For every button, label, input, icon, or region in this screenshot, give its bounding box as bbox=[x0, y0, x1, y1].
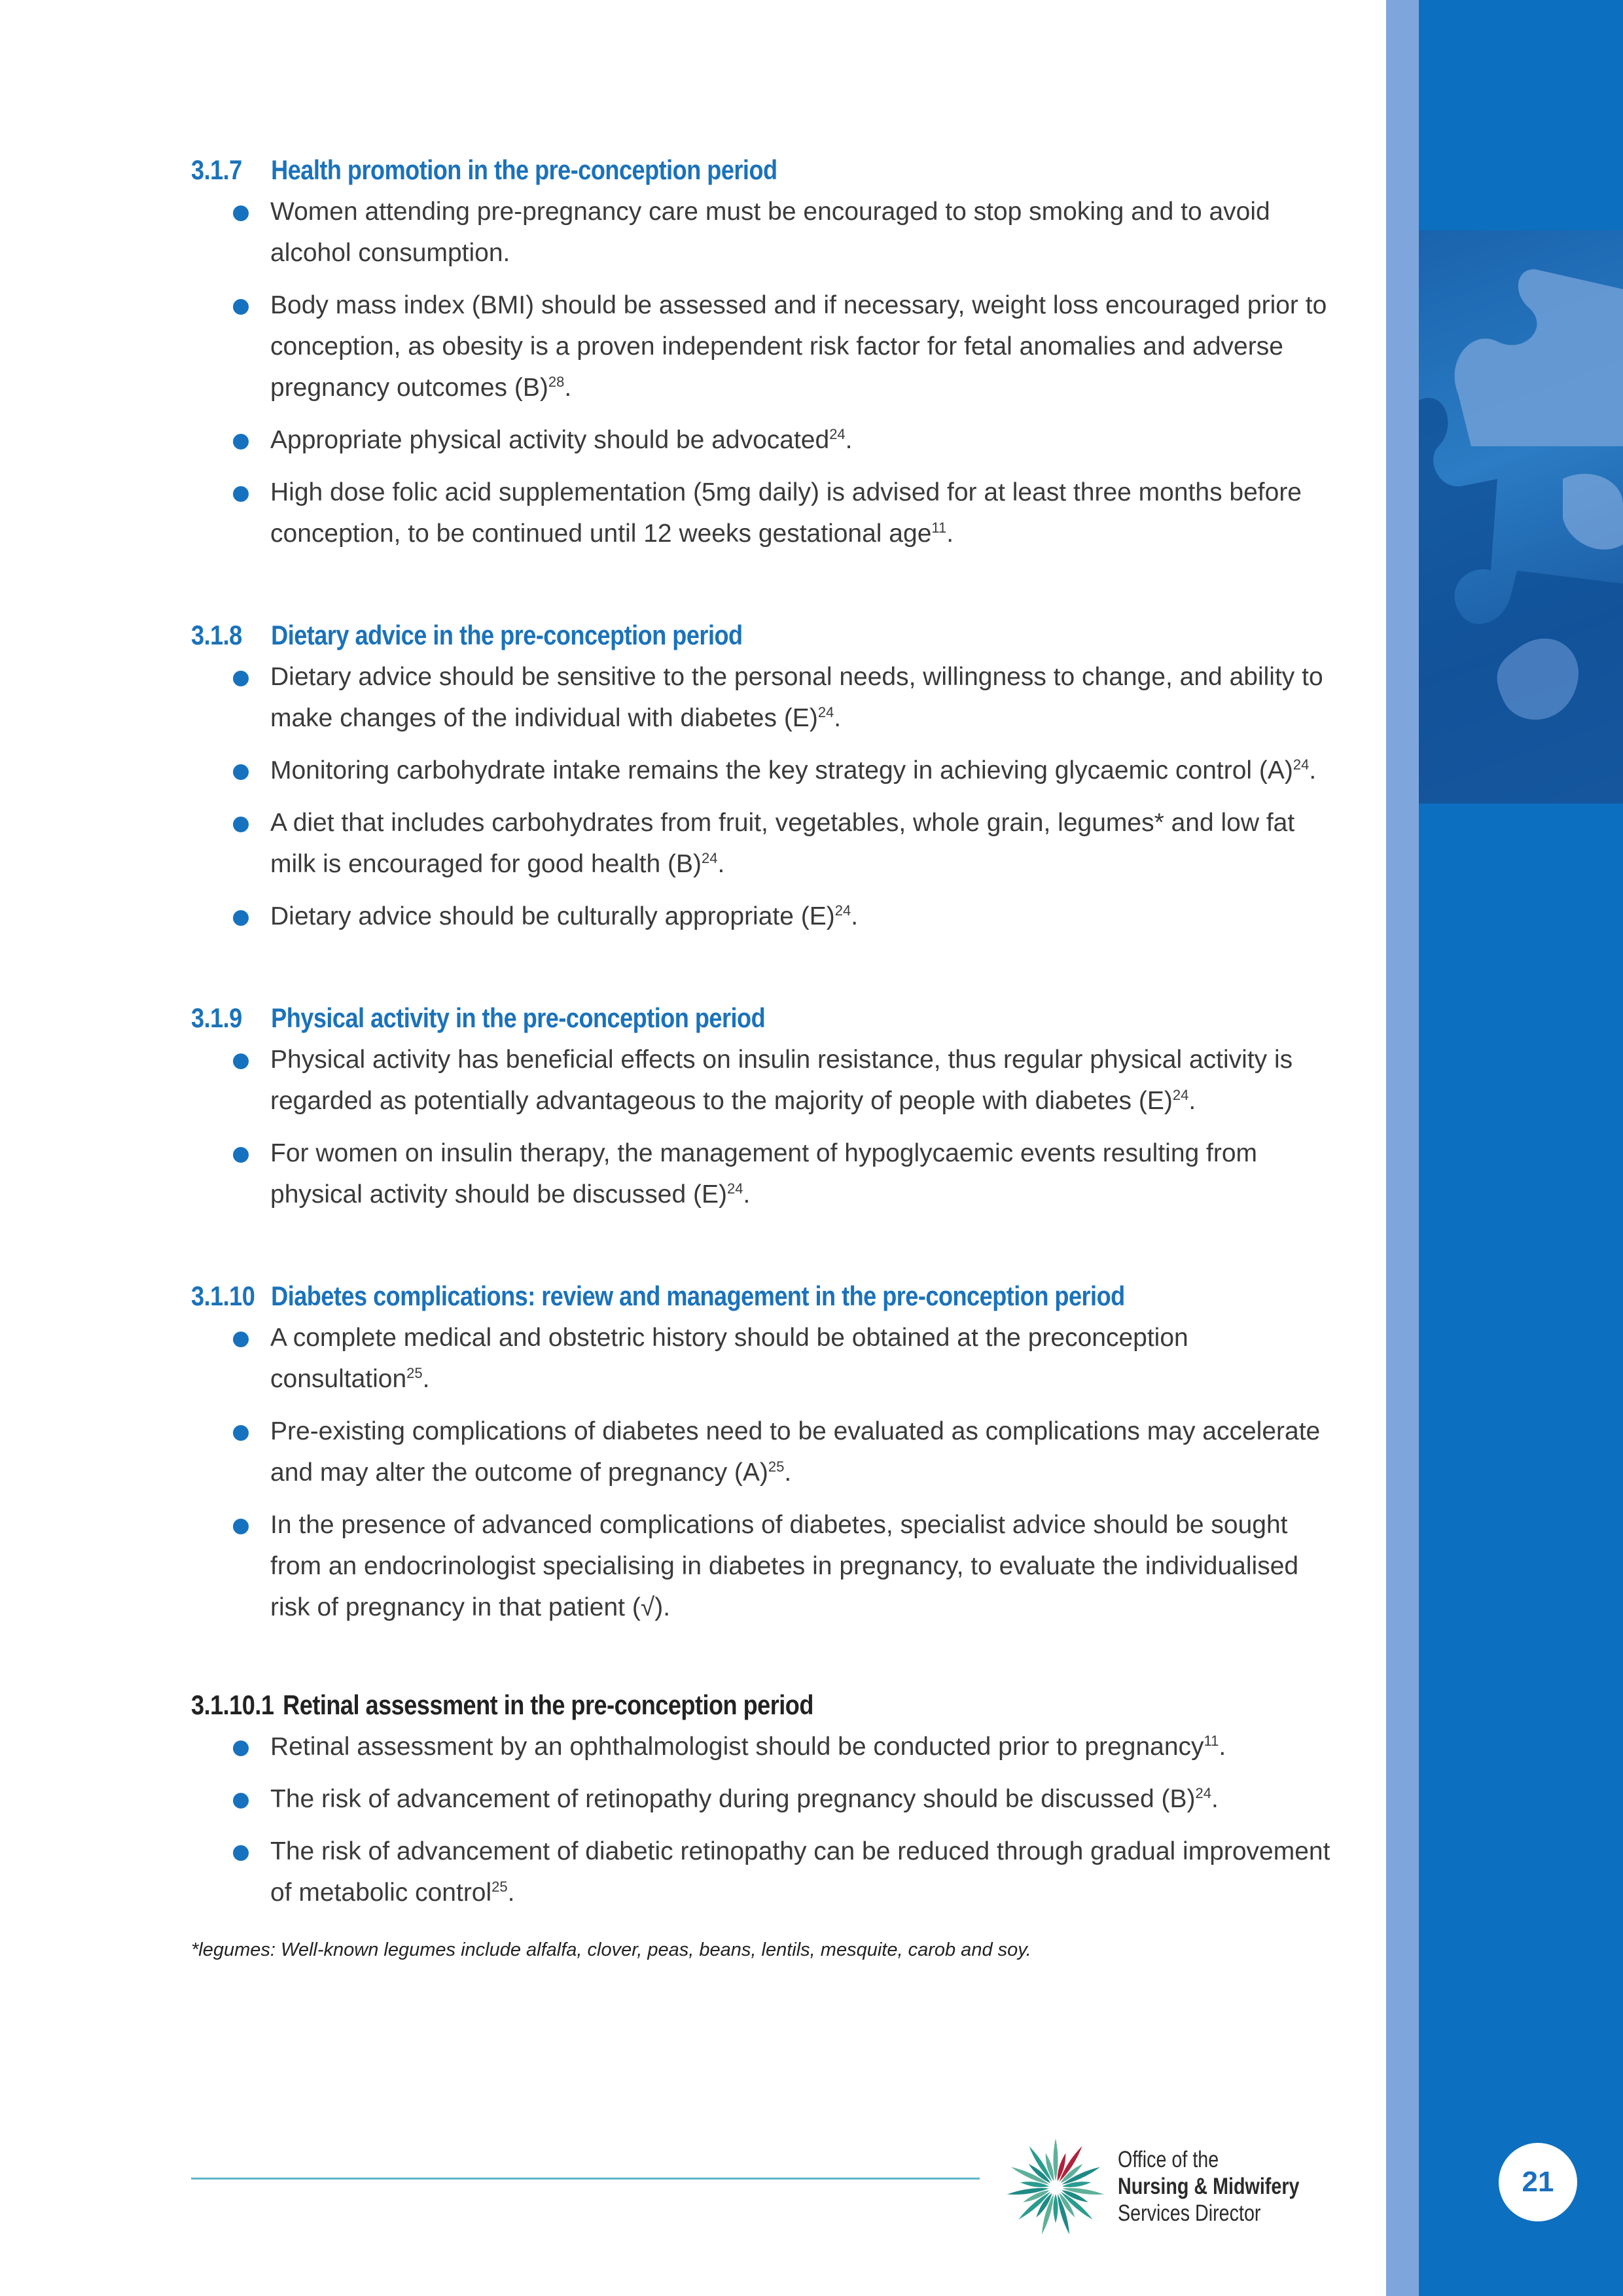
organisation-logo-text bbox=[1118, 2146, 1299, 2227]
bullet-icon bbox=[233, 205, 249, 221]
subsection-retinal-assessment bbox=[191, 1686, 1343, 1913]
bullet-icon bbox=[233, 764, 249, 780]
reference-superscript: 24 bbox=[1293, 756, 1310, 773]
puzzle-image bbox=[1419, 230, 1623, 804]
section-diabetes-complications bbox=[191, 1277, 1343, 1628]
item-text: The risk of advancement of diabetic retinopathy can be reduced through gradual improvement of metabolic control bbox=[270, 1837, 1330, 1907]
item-end: . bbox=[834, 704, 842, 732]
section-number: 3.1.7 bbox=[191, 154, 242, 185]
item-text: A diet that includes carbohydrates from fruit, vegetables, whole grain, legumes* and low fat milk is encouraged for good health (B) bbox=[270, 809, 1295, 878]
bullet-icon bbox=[233, 817, 249, 832]
reference-superscript: 24 bbox=[1195, 1785, 1211, 1801]
reference-superscript: 25 bbox=[768, 1458, 785, 1475]
reference-superscript: 24 bbox=[726, 1180, 743, 1197]
main-content bbox=[191, 150, 1343, 1961]
bullet-icon bbox=[233, 1147, 249, 1163]
item-end: . bbox=[1211, 1785, 1219, 1813]
section-number: 3.1.8 bbox=[191, 620, 242, 650]
section-title: Health promotion in the pre-conception period bbox=[271, 154, 777, 185]
list-item bbox=[191, 896, 1343, 937]
item-text: Physical activity has beneficial effects on insulin resistance, thus regular physical activity is regarded as potentially advantageous to the majority of people with diabetes (E) bbox=[270, 1046, 1293, 1115]
item-text: High dose folic acid supplementation (5mg daily) is advised for at least three months before conception, to be continued until 12 weeks gestational age bbox=[270, 478, 1302, 548]
section-heading bbox=[191, 150, 1182, 190]
section-title: Diabetes complications: review and management in the pre-conception period bbox=[271, 1280, 1125, 1311]
logo-petal bbox=[1062, 2180, 1092, 2189]
reference-superscript: 25 bbox=[491, 1879, 508, 1895]
item-text: The risk of advancement of retinopathy during pregnancy should be discussed (B) bbox=[270, 1785, 1196, 1813]
section-heading bbox=[191, 998, 1182, 1038]
bullet-icon bbox=[233, 1740, 249, 1756]
bullet-icon bbox=[233, 910, 249, 926]
bullet-icon bbox=[233, 486, 249, 502]
section-title: Dietary advice in the pre-conception period bbox=[271, 620, 743, 650]
footnote: *legumes: Well-known legumes include alfalfa, clover, peas, beans, lentils, mesquite, carob and soy. bbox=[191, 1939, 1031, 1960]
item-text: In the presence of advanced complications of diabetes, specialist advice should be sought from an endocrinologist specialising in diabetes in pregnancy, to evaluate the individualised risk of pregnancy in that patient (√). bbox=[270, 1511, 1299, 1621]
item-end: . bbox=[1219, 1733, 1226, 1761]
section-heading bbox=[191, 1277, 1182, 1316]
reference-superscript: 28 bbox=[548, 374, 565, 390]
list-item bbox=[191, 1411, 1343, 1493]
bullet-icon bbox=[233, 1793, 249, 1809]
item-end: . bbox=[717, 850, 725, 878]
item-text: Monitoring carbohydrate intake remains the key strategy in achieving glycaemic control (A) bbox=[270, 756, 1293, 785]
side-band-light bbox=[1386, 0, 1419, 2296]
logo-petal bbox=[1020, 2180, 1049, 2189]
list-item bbox=[191, 419, 1343, 461]
list-item bbox=[191, 1726, 1343, 1767]
bullet-icon bbox=[233, 1425, 249, 1441]
list-item bbox=[191, 285, 1343, 408]
logo-line-1: Office of the bbox=[1118, 2147, 1219, 2172]
item-text: Body mass index (BMI) should be assessed and if necessary, weight loss encouraged prior to conception, as obesity is a proven independent risk factor for fetal anomalies and adverse pregnancy outcomes (B) bbox=[270, 291, 1327, 402]
footer-rule bbox=[191, 2178, 980, 2180]
item-text: Dietary advice should be sensitive to the personal needs, willingness to change, and ability to make changes of the individual with diabetes (E) bbox=[270, 663, 1323, 732]
section-physical-activity bbox=[191, 998, 1343, 1215]
section-dietary-advice bbox=[191, 616, 1343, 937]
item-end: . bbox=[1188, 1087, 1196, 1115]
logo-line-2: Nursing & Midwifery bbox=[1118, 2174, 1300, 2199]
bullet-icon bbox=[233, 671, 249, 686]
page-number: 21 bbox=[1499, 2143, 1577, 2221]
item-end: . bbox=[422, 1365, 430, 1393]
item-end: . bbox=[1309, 756, 1317, 785]
list-item bbox=[191, 1039, 1343, 1122]
list-item bbox=[191, 1831, 1343, 1913]
bullet-icon bbox=[233, 1053, 249, 1069]
subsection-number: 3.1.10.1 bbox=[191, 1689, 274, 1720]
reference-superscript: 24 bbox=[834, 902, 851, 919]
logo-line-3: Services Director bbox=[1118, 2200, 1261, 2226]
item-text: Appropriate physical activity should be advocated bbox=[270, 426, 830, 454]
list-item bbox=[191, 1504, 1343, 1628]
subsection-heading bbox=[191, 1686, 1182, 1725]
reference-superscript: 24 bbox=[702, 850, 718, 866]
item-end: . bbox=[784, 1458, 792, 1487]
item-end: . bbox=[845, 426, 853, 454]
section-health-promotion bbox=[191, 150, 1343, 554]
section-heading bbox=[191, 616, 1182, 655]
list-item bbox=[191, 1778, 1343, 1820]
reference-superscript: 24 bbox=[1172, 1087, 1189, 1103]
logo-petal bbox=[1053, 2194, 1058, 2223]
bullet-icon bbox=[233, 299, 249, 315]
list-item bbox=[191, 802, 1343, 885]
list-item bbox=[191, 472, 1343, 554]
logo-petal bbox=[1053, 2138, 1058, 2181]
item-end: . bbox=[743, 1180, 751, 1209]
list-item bbox=[191, 1317, 1343, 1400]
reference-superscript: 24 bbox=[829, 426, 846, 442]
item-text: For women on insulin therapy, the management of hypoglycaemic events resulting from physical activity should be discussed (E) bbox=[270, 1139, 1258, 1209]
section-title: Physical activity in the pre-conception period bbox=[271, 1002, 766, 1033]
item-end: . bbox=[946, 520, 954, 548]
item-text: Women attending pre-pregnancy care must be encouraged to stop smoking and to avoid alcohol consumption. bbox=[270, 198, 1270, 267]
item-text: A complete medical and obstetric history should be obtained at the preconception consultation bbox=[270, 1324, 1188, 1393]
item-end: . bbox=[564, 374, 572, 402]
reference-superscript: 25 bbox=[406, 1365, 423, 1381]
starburst-logo-icon bbox=[1003, 2134, 1109, 2240]
section-number: 3.1.9 bbox=[191, 1002, 242, 1033]
item-text: Pre-existing complications of diabetes need to be evaluated as complications may accelerate and may alter the outcome of pregnancy (A) bbox=[270, 1417, 1321, 1487]
reference-superscript: 11 bbox=[1204, 1733, 1219, 1749]
list-item bbox=[191, 656, 1343, 739]
bullet-icon bbox=[233, 1332, 249, 1347]
list-item bbox=[191, 1133, 1343, 1215]
subsection-title: Retinal assessment in the pre-conception period bbox=[283, 1689, 813, 1720]
list-item bbox=[191, 750, 1343, 791]
section-number: 3.1.10 bbox=[191, 1280, 255, 1311]
list-item bbox=[191, 191, 1343, 274]
item-end: . bbox=[851, 902, 859, 930]
bullet-icon bbox=[233, 1845, 249, 1861]
bullet-icon bbox=[233, 434, 249, 450]
item-end: . bbox=[507, 1879, 515, 1907]
reference-superscript: 24 bbox=[817, 704, 834, 720]
item-text: Dietary advice should be culturally appropriate (E) bbox=[270, 902, 835, 930]
reference-superscript: 11 bbox=[931, 520, 947, 536]
item-text: Retinal assessment by an ophthalmologist should be conducted prior to pregnancy bbox=[270, 1733, 1204, 1761]
bullet-icon bbox=[233, 1519, 249, 1534]
